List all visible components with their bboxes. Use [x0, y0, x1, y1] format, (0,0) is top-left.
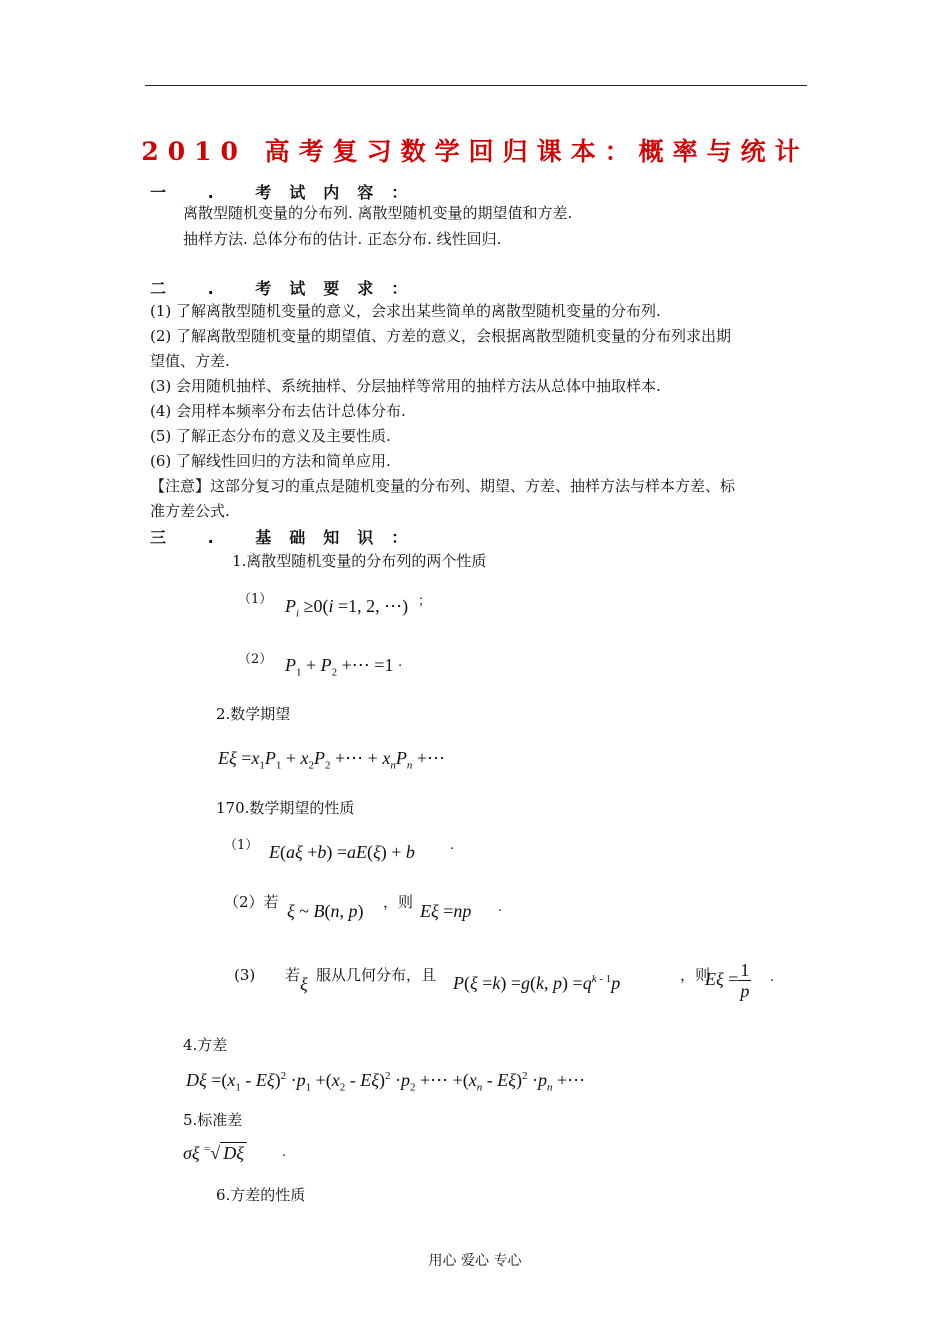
exp-prop-1-tail: .	[450, 838, 455, 853]
formula-geometric: P(ξ =k) =g(k, $p) =q^{k - 1}p$	[453, 973, 621, 993]
formula-variance: $D\xi =(x_1 - E\xi)^2 \cdot p_1 +(x_2 - E\xi)^2 \cdot p_2$ +⋯ $+(x_n - E\xi)^2 \cdot p_n$ +⋯	[186, 1070, 586, 1094]
exp-prop-1-label: （1）	[224, 838, 259, 853]
exp-prop-2-mid: ，则	[383, 893, 414, 911]
topic-4: 4.方差	[183, 1036, 228, 1054]
std-dev-tail: .	[282, 1145, 287, 1160]
section-3-heading: 三 . 基础知识：	[150, 528, 426, 547]
formula-prob-sum: $P_1 + P_2$ +⋯ =1	[285, 655, 394, 679]
formula-geometric-expectation: Eξ = $\frac{1}{p}$	[705, 960, 750, 1001]
s2-item: (5) 了解正态分布的意义及主要性质.	[150, 427, 391, 445]
prop-2-label: （2）	[238, 652, 273, 667]
s1-line-1: 离散型随机变量的分布列. 离散型随机变量的期望值和方差.	[183, 204, 573, 222]
header-rule	[145, 85, 807, 86]
topic-5: 5.标准差	[183, 1111, 243, 1129]
topic-6: 6.方差的性质	[216, 1186, 306, 1204]
formula-binomial: ξ ~ B(n, p)	[287, 901, 364, 921]
exp-prop-3-tail: .	[770, 970, 775, 985]
topic-3: 170.数学期望的性质	[216, 799, 355, 817]
topic-1: 1.离散型随机变量的分布列的两个性质	[232, 552, 487, 570]
exp-prop-3-text2: 服从几何分布，且	[316, 966, 437, 984]
page-footer: 用心 爱心 专心	[428, 1253, 522, 1269]
topic-2: 2.数学期望	[216, 705, 291, 723]
prop-1-label: （1）	[238, 592, 273, 607]
s2-item: (1) 了解离散型随机变量的意义，会求出某些简单的离散型随机变量的分布列.	[150, 302, 661, 320]
s2-item: (2) 了解离散型随机变量的期望值、方差的意义，会根据离散型随机变量的分布列求出期	[150, 327, 732, 345]
formula-prob-nonneg: $P_i \ge 0(i =1$, 2, ⋯)	[285, 596, 409, 620]
exp-prop-2-tail: .	[498, 900, 503, 915]
exp-prop-2-label: （2）若	[224, 893, 279, 911]
s2-item: (3) 会用随机抽样、系统抽样、分层抽样等常用的抽样方法从总体中抽取样本.	[150, 377, 661, 395]
section-1-heading: 一 . 考试内容：	[150, 183, 426, 202]
s2-note-cont: 准方差公式.	[150, 502, 230, 520]
prop-2-tail: .	[398, 655, 403, 670]
page-title: 2010 高考复习数学回归课本：概率与统计	[141, 137, 809, 166]
exp-prop-3-text1: 若	[285, 966, 301, 984]
s2-item: (6) 了解线性回归的方法和简单应用.	[150, 452, 391, 470]
formula-binomial-expectation: Eξ =np	[420, 901, 472, 921]
exp-prop-3-mid: ，则	[680, 966, 711, 984]
s1-line-2: 抽样方法. 总体分布的估计. 正态分布. 线性回归.	[183, 230, 502, 248]
xi-symbol: ξ	[300, 974, 308, 994]
prop-1-tail: ；	[418, 594, 432, 609]
formula-std-dev: σξ =√ Dξ	[183, 1143, 247, 1164]
s2-note: 【注意】这部分复习的重点是随机变量的分布列、期望、方差、抽样方法与样本方差、标	[150, 477, 736, 495]
exp-prop-3-label: (3)	[234, 966, 256, 984]
formula-expectation: $E\xi =x_1P_1 + x_2P_2$ +⋯ + $x_nP_n$ +⋯	[218, 748, 445, 772]
s2-item: (4) 会用样本频率分布去估计总体分布.	[150, 402, 406, 420]
s2-item: 望值、方差.	[150, 352, 230, 370]
formula-linear-expectation: E(aξ +b) =aE(ξ) + b	[269, 842, 415, 862]
section-2-heading: 二 . 考试要求：	[150, 279, 426, 298]
